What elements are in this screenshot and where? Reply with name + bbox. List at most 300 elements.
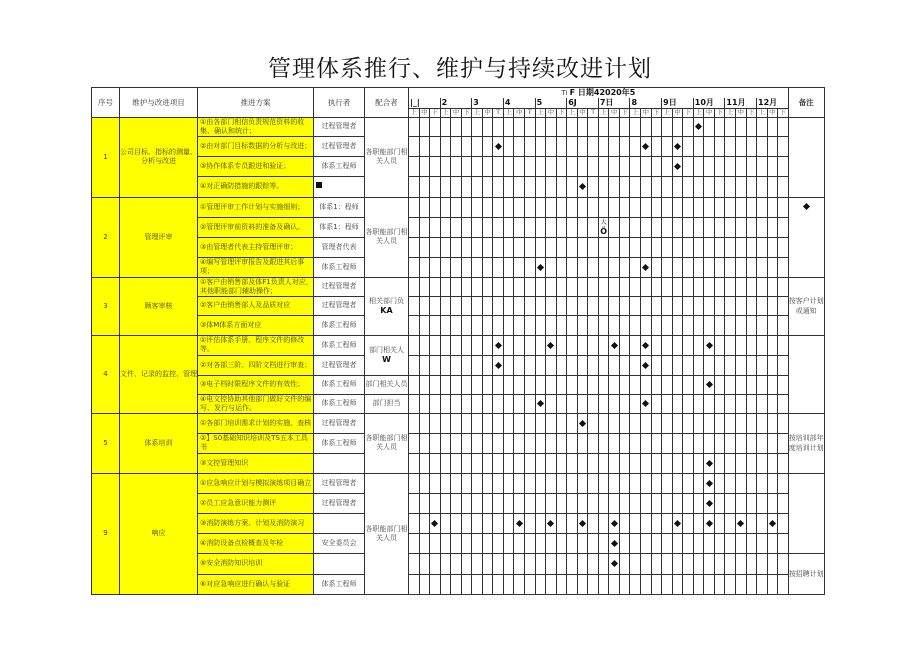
- schedule-cell: [482, 136, 493, 156]
- schedule-cell: [419, 156, 430, 176]
- schedule-cell: [472, 394, 483, 413]
- schedule-cell: [619, 315, 630, 335]
- schedule-cell: [598, 117, 609, 136]
- schedule-cell: [704, 296, 715, 315]
- schedule-cell: [714, 296, 725, 315]
- schedule-cell: [778, 197, 789, 217]
- period-header: 下: [430, 108, 441, 117]
- schedule-cell: [514, 355, 525, 375]
- schedule-cell: [546, 355, 557, 375]
- schedule-cell: [641, 513, 652, 533]
- schedule-cell: [767, 335, 778, 355]
- schedule-cell: [767, 413, 778, 433]
- schedule-cell: [440, 277, 451, 296]
- schedule-cell: [535, 574, 546, 594]
- schedule-cell: [482, 355, 493, 375]
- schedule-cell: [767, 433, 778, 453]
- schedule-cell: [714, 335, 725, 355]
- schedule-cell: [778, 237, 789, 257]
- schedule-cell: [641, 335, 652, 355]
- schedule-cell: [577, 217, 588, 237]
- schedule-cell: [451, 237, 462, 257]
- schedule-cell: [588, 296, 599, 315]
- coop-label: 各职能部门相关人员: [365, 228, 408, 245]
- schedule-cell: [735, 257, 746, 277]
- schedule-cell: [472, 315, 483, 335]
- period-header: 中: [546, 108, 557, 117]
- schedule-cell: [461, 355, 472, 375]
- schedule-cell: [503, 277, 514, 296]
- table-row: [92, 433, 825, 453]
- plan-cell: ①各部门培训需求计划的实施、查核: [198, 413, 314, 433]
- schedule-cell: [567, 197, 578, 217]
- schedule-cell: [725, 394, 736, 413]
- schedule-cell: [567, 473, 578, 493]
- schedule-cell: [778, 574, 789, 594]
- diamond-mark-icon: [737, 519, 744, 526]
- schedule-cell: [778, 533, 789, 553]
- schedule-cell: [440, 355, 451, 375]
- plan-cell: ④电文控协助其他部门做好文件的编写、发行与运作。: [198, 394, 314, 413]
- schedule-cell: [598, 156, 609, 176]
- schedule-cell: [651, 296, 662, 315]
- schedule-cell: [493, 493, 504, 513]
- schedule-cell: [693, 217, 704, 237]
- schedule-cell: [430, 296, 441, 315]
- schedule-cell: [609, 277, 620, 296]
- schedule-cell: [525, 315, 536, 335]
- schedule-cell: [672, 335, 683, 355]
- schedule-cell: [535, 117, 546, 136]
- schedule-cell: [556, 493, 567, 513]
- schedule-cell: [503, 237, 514, 257]
- schedule-cell: [746, 453, 757, 473]
- schedule-cell: [461, 237, 472, 257]
- schedule-cell: [525, 197, 536, 217]
- schedule-cell: [525, 237, 536, 257]
- schedule-cell: [472, 277, 483, 296]
- schedule-cell: [778, 217, 789, 237]
- schedule-cell: [609, 493, 620, 513]
- schedule-cell: [419, 553, 430, 574]
- schedule-cell: [535, 156, 546, 176]
- diamond-mark-icon: [642, 341, 649, 348]
- schedule-cell: [693, 277, 704, 296]
- schedule-cell: [588, 217, 599, 237]
- schedule-cell: [409, 136, 420, 156]
- schedule-cell: [546, 375, 557, 394]
- diamond-mark-icon: [547, 519, 554, 526]
- schedule-cell: [525, 217, 536, 237]
- schedule-cell: [451, 493, 462, 513]
- schedule-cell: [482, 296, 493, 315]
- coop-cell: [365, 413, 409, 473]
- schedule-cell: [567, 156, 578, 176]
- schedule-cell: [472, 473, 483, 493]
- schedule-cell: [588, 335, 599, 355]
- schedule-cell: [472, 453, 483, 473]
- schedule-cell: [503, 413, 514, 433]
- exec-cell: 安全委员会: [314, 533, 365, 553]
- schedule-cell: [419, 433, 430, 453]
- exec-cell: 过程管理者: [314, 473, 365, 493]
- schedule-cell: [619, 453, 630, 473]
- schedule-cell: [767, 553, 778, 574]
- schedule-cell: [746, 176, 757, 197]
- schedule-cell: [683, 156, 694, 176]
- schedule-cell: [630, 335, 641, 355]
- schedule-cell: [482, 257, 493, 277]
- schedule-cell: [472, 574, 483, 594]
- schedule-cell: [546, 453, 557, 473]
- schedule-cell: [609, 136, 620, 156]
- schedule-cell: [714, 237, 725, 257]
- schedule-cell: [482, 217, 493, 237]
- schedule-cell: [672, 513, 683, 533]
- schedule-cell: [409, 315, 420, 335]
- schedule-cell: [641, 176, 652, 197]
- diamond-mark-icon: [495, 142, 502, 149]
- schedule-cell: [546, 136, 557, 156]
- schedule-cell: [556, 315, 567, 335]
- schedule-cell: [451, 553, 462, 574]
- schedule-cell: [619, 156, 630, 176]
- schedule-cell: [619, 257, 630, 277]
- schedule-cell: [514, 394, 525, 413]
- table-row: [92, 355, 825, 375]
- exec-cell: 体系工程师: [314, 156, 365, 176]
- diamond-mark-icon: [642, 263, 649, 270]
- schedule-cell: [440, 453, 451, 473]
- period-header: 中: [767, 108, 778, 117]
- schedule-cell: [451, 473, 462, 493]
- schedule-cell: [778, 156, 789, 176]
- schedule-cell: [714, 257, 725, 277]
- schedule-cell: [535, 136, 546, 156]
- seq-cell: 2: [92, 197, 120, 277]
- schedule-cell: [725, 453, 736, 473]
- schedule-cell: [641, 473, 652, 493]
- schedule-cell: [461, 553, 472, 574]
- schedule-cell: [546, 493, 557, 513]
- schedule-cell: [767, 117, 778, 136]
- schedule-cell: [757, 375, 768, 394]
- schedule-cell: [577, 513, 588, 533]
- schedule-cell: [493, 553, 504, 574]
- schedule-cell: [503, 493, 514, 513]
- schedule-cell: [598, 315, 609, 335]
- table-row: [92, 237, 825, 257]
- schedule-cell: [598, 574, 609, 594]
- schedule-cell: [767, 513, 778, 533]
- schedule-cell: [577, 533, 588, 553]
- month-header: 5: [535, 98, 567, 108]
- schedule-cell: [683, 315, 694, 335]
- schedule-cell: [672, 394, 683, 413]
- schedule-cell: [630, 156, 641, 176]
- schedule-cell: [683, 335, 694, 355]
- exec-cell: [314, 553, 365, 574]
- remark-cell: [788, 197, 824, 277]
- schedule-cell: [482, 433, 493, 453]
- period-header: 中: [419, 108, 430, 117]
- schedule-cell: [451, 136, 462, 156]
- schedule-cell: [619, 296, 630, 315]
- schedule-cell: [440, 117, 451, 136]
- schedule-cell: [525, 136, 536, 156]
- schedule-cell: [704, 156, 715, 176]
- schedule-cell: [430, 335, 441, 355]
- schedule-cell: [735, 197, 746, 217]
- period-header: 上: [409, 108, 420, 117]
- schedule-cell: [472, 176, 483, 197]
- schedule-cell: [556, 237, 567, 257]
- table-row: [92, 574, 825, 594]
- schedule-cell: [725, 355, 736, 375]
- schedule-cell: [525, 355, 536, 375]
- schedule-cell: [630, 394, 641, 413]
- schedule-cell: [662, 533, 673, 553]
- schedule-cell: [735, 473, 746, 493]
- schedule-cell: [525, 117, 536, 136]
- exec-cell: 过程管理者: [314, 413, 365, 433]
- schedule-cell: [662, 453, 673, 473]
- schedule-cell: [430, 453, 441, 473]
- schedule-cell: [577, 136, 588, 156]
- schedule-cell: [693, 513, 704, 533]
- schedule-cell: [451, 453, 462, 473]
- schedule-cell: [440, 136, 451, 156]
- table-row: [92, 315, 825, 335]
- schedule-cell: [662, 117, 673, 136]
- schedule-cell: [778, 433, 789, 453]
- header-coop: 配合者: [365, 88, 409, 118]
- schedule-cell: [409, 394, 420, 413]
- plan-cell: ⑥对应急响应进行确认与验证: [198, 574, 314, 594]
- period-header: 中: [609, 108, 620, 117]
- schedule-cell: [419, 513, 430, 533]
- schedule-cell: [588, 574, 599, 594]
- coop-label: 各职能部门相关人员: [365, 524, 408, 542]
- schedule-cell: [493, 296, 504, 315]
- schedule-cell: [619, 176, 630, 197]
- schedule-cell: [704, 473, 715, 493]
- schedule-cell: [641, 117, 652, 136]
- period-header: T: [493, 108, 504, 117]
- schedule-cell: [598, 533, 609, 553]
- schedule-cell: [672, 237, 683, 257]
- period-header: 上: [662, 108, 673, 117]
- schedule-cell: [482, 176, 493, 197]
- schedule-cell: [725, 574, 736, 594]
- schedule-cell: [472, 375, 483, 394]
- schedule-cell: [662, 493, 673, 513]
- schedule-cell: [693, 375, 704, 394]
- schedule-cell: [735, 355, 746, 375]
- schedule-cell: [641, 574, 652, 594]
- schedule-cell: [577, 237, 588, 257]
- schedule-cell: [461, 296, 472, 315]
- diamond-mark-icon: [611, 539, 618, 546]
- diamond-mark-icon: [706, 459, 713, 466]
- schedule-cell: [567, 257, 578, 277]
- schedule-cell: [588, 433, 599, 453]
- schedule-cell: [651, 217, 662, 237]
- glyph-mark: 大: [600, 219, 607, 226]
- schedule-cell: [525, 335, 536, 355]
- header-item: 维护与改进项目: [120, 88, 198, 118]
- schedule-cell: [683, 176, 694, 197]
- schedule-cell: [567, 277, 578, 296]
- schedule-cell: [430, 533, 441, 553]
- schedule-cell: [683, 237, 694, 257]
- schedule-cell: [588, 375, 599, 394]
- schedule-cell: [567, 136, 578, 156]
- schedule-cell: [757, 277, 768, 296]
- schedule-cell: [735, 513, 746, 533]
- schedule-cell: [609, 296, 620, 315]
- schedule-cell: [482, 513, 493, 533]
- schedule-cell: [567, 533, 578, 553]
- schedule-cell: [461, 394, 472, 413]
- schedule-cell: [757, 413, 768, 433]
- schedule-cell: [514, 315, 525, 335]
- schedule-cell: [641, 533, 652, 553]
- schedule-cell: [757, 355, 768, 375]
- schedule-cell: [514, 413, 525, 433]
- coop-cell: 部门担当: [365, 394, 409, 413]
- schedule-cell: [672, 277, 683, 296]
- schedule-cell: [514, 237, 525, 257]
- schedule-cell: [746, 413, 757, 433]
- schedule-cell: [757, 217, 768, 237]
- schedule-cell: [609, 156, 620, 176]
- schedule-cell: [683, 136, 694, 156]
- schedule-cell: [725, 176, 736, 197]
- diamond-mark-icon: [579, 519, 586, 526]
- schedule-cell: [630, 237, 641, 257]
- schedule-cell: [461, 375, 472, 394]
- remark-cell: [788, 473, 824, 553]
- schedule-cell: [409, 513, 420, 533]
- schedule-cell: [567, 335, 578, 355]
- schedule-cell: [714, 117, 725, 136]
- schedule-cell: [556, 513, 567, 533]
- schedule-cell: [662, 433, 673, 453]
- schedule-cell: [609, 473, 620, 493]
- schedule-cell: [683, 296, 694, 315]
- schedule-cell: [482, 335, 493, 355]
- schedule-cell: [662, 315, 673, 335]
- schedule-cell: [567, 553, 578, 574]
- schedule-cell: [693, 237, 704, 257]
- exec-cell: [314, 176, 365, 197]
- schedule-cell: [461, 197, 472, 217]
- schedule-cell: [472, 533, 483, 553]
- exec-cell: 过程管理者: [314, 277, 365, 296]
- schedule-cell: [503, 335, 514, 355]
- schedule-cell: [461, 453, 472, 473]
- schedule-cell: [725, 553, 736, 574]
- schedule-cell: [430, 136, 441, 156]
- schedule-cell: [419, 117, 430, 136]
- schedule-cell: [440, 237, 451, 257]
- schedule-cell: [430, 513, 441, 533]
- schedule-cell: [514, 335, 525, 355]
- schedule-cell: [630, 197, 641, 217]
- schedule-cell: [735, 335, 746, 355]
- schedule-cell: [588, 513, 599, 533]
- period-header: 上: [693, 108, 704, 117]
- schedule-cell: [451, 217, 462, 237]
- schedule-cell: [503, 117, 514, 136]
- schedule-cell: [461, 473, 472, 493]
- header-remark: 备注: [788, 88, 824, 118]
- remark-cell: [788, 117, 824, 197]
- plan-cell: ④对正确防措施的跟踪等。: [198, 176, 314, 197]
- schedule-cell: [503, 433, 514, 453]
- schedule-cell: [493, 453, 504, 473]
- schedule-cell: [693, 493, 704, 513]
- schedule-cell: [704, 553, 715, 574]
- schedule-cell: [535, 277, 546, 296]
- schedule-cell: [430, 433, 441, 453]
- diamond-mark-icon: [642, 361, 649, 368]
- plan-cell: ①管理评审工作计划与实施细则；: [198, 197, 314, 217]
- schedule-cell: [757, 493, 768, 513]
- schedule-cell: [735, 493, 746, 513]
- schedule-cell: [693, 473, 704, 493]
- schedule-cell: [535, 473, 546, 493]
- schedule-cell: [609, 375, 620, 394]
- schedule-cell: [725, 237, 736, 257]
- schedule-cell: [409, 413, 420, 433]
- schedule-cell: [419, 375, 430, 394]
- schedule-cell: [662, 277, 673, 296]
- schedule-cell: [714, 355, 725, 375]
- schedule-cell: [588, 394, 599, 413]
- plan-cell: ①由各部门相信负责规范资料的收集、确认和统计；: [198, 117, 314, 136]
- schedule-cell: [609, 355, 620, 375]
- schedule-cell: [609, 257, 620, 277]
- schedule-cell: [419, 493, 430, 513]
- period-header: 上: [598, 108, 609, 117]
- exec-cell: 体系工程师: [314, 375, 365, 394]
- table-row: [92, 156, 825, 176]
- schedule-cell: [514, 493, 525, 513]
- schedule-cell: [451, 394, 462, 413]
- schedule-cell: [503, 176, 514, 197]
- schedule-cell: [409, 277, 420, 296]
- schedule-cell: [514, 533, 525, 553]
- schedule-cell: [757, 473, 768, 493]
- period-header: 上: [567, 108, 578, 117]
- schedule-cell: [577, 277, 588, 296]
- diamond-mark-icon: [674, 519, 681, 526]
- schedule-cell: [535, 315, 546, 335]
- schedule-cell: [641, 315, 652, 335]
- exec-cell: 体系工程师: [314, 315, 365, 335]
- schedule-cell: [609, 176, 620, 197]
- schedule-cell: [641, 237, 652, 257]
- seq-cell: 4: [92, 335, 120, 413]
- remark-cell: [788, 335, 824, 413]
- schedule-cell: [430, 117, 441, 136]
- exec-cell: 体系1：程师: [314, 217, 365, 237]
- schedule-cell: [503, 315, 514, 335]
- schedule-cell: [641, 453, 652, 473]
- schedule-cell: [619, 433, 630, 453]
